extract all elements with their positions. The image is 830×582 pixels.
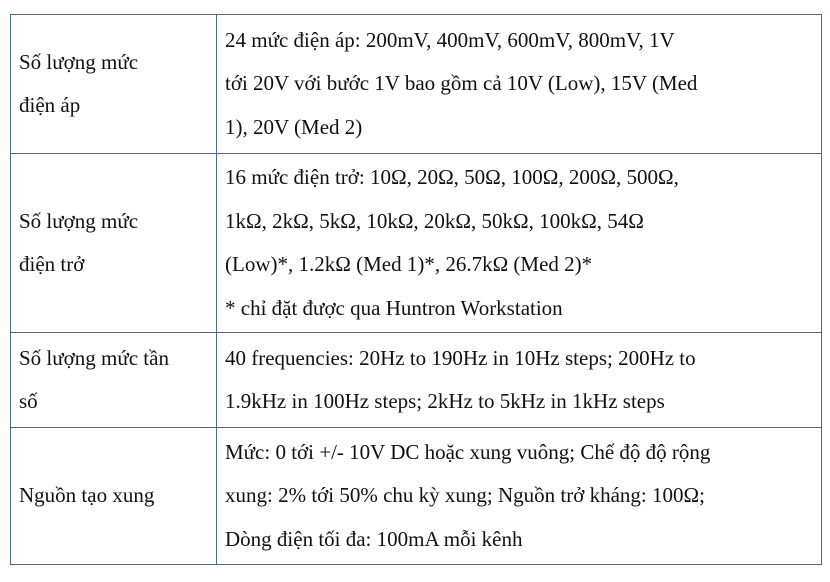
label-cell <box>11 154 217 333</box>
label-line: Số lượng mức <box>19 49 139 74</box>
value-line: xung: 2% tới 50% chu kỳ xung; Nguồn trở kháng: 100Ω; <box>225 483 705 508</box>
table-row <box>11 333 822 428</box>
table-row <box>11 154 822 333</box>
label-cell <box>11 15 217 154</box>
value-line: tới 20V với bước 1V bao gồm cả 10V (Low), 15V (Med <box>225 71 698 96</box>
spec-table <box>10 14 822 565</box>
label-line: điện áp <box>19 93 81 117</box>
value-line: Dòng điện tối đa: 100mA mỗi kênh <box>225 526 523 551</box>
value-line: * chỉ đặt được qua Huntron Workstation <box>225 295 563 320</box>
label-line: số <box>19 389 38 413</box>
table-row <box>11 15 822 154</box>
label-line: Số lượng mức <box>19 208 139 233</box>
table-row <box>11 428 822 565</box>
value-cell <box>217 15 822 154</box>
label-line: Số lượng mức tần <box>19 345 169 370</box>
label-line: Nguồn tạo xung <box>19 483 155 508</box>
value-cell <box>217 154 822 333</box>
value-line: Mức: 0 tới +/- 10V DC hoặc xung vuông; Chế độ độ rộng <box>225 439 711 464</box>
value-line: 40 frequencies: 20Hz to 190Hz in 10Hz steps; 200Hz to <box>225 345 696 370</box>
value-line: 1kΩ, 2kΩ, 5kΩ, 10kΩ, 20kΩ, 50kΩ, 100kΩ, 54Ω <box>225 208 644 233</box>
label-cell <box>11 428 217 565</box>
value-cell <box>217 333 822 428</box>
label-cell <box>11 333 217 428</box>
label-line: điện trở <box>19 252 85 276</box>
value-line: 16 mức điện trở: 10Ω, 20Ω, 50Ω, 100Ω, 200Ω, 500Ω, <box>225 165 679 189</box>
value-line: 1), 20V (Med 2) <box>225 114 363 139</box>
value-line: 1.9kHz in 100Hz steps; 2kHz to 5kHz in 1kHz steps <box>225 389 665 413</box>
value-line: 24 mức điện áp: 200mV, 400mV, 600mV, 800mV, 1V <box>225 27 675 52</box>
value-line: (Low)*, 1.2kΩ (Med 1)*, 26.7kΩ (Med 2)* <box>225 252 593 276</box>
value-cell <box>217 428 822 565</box>
